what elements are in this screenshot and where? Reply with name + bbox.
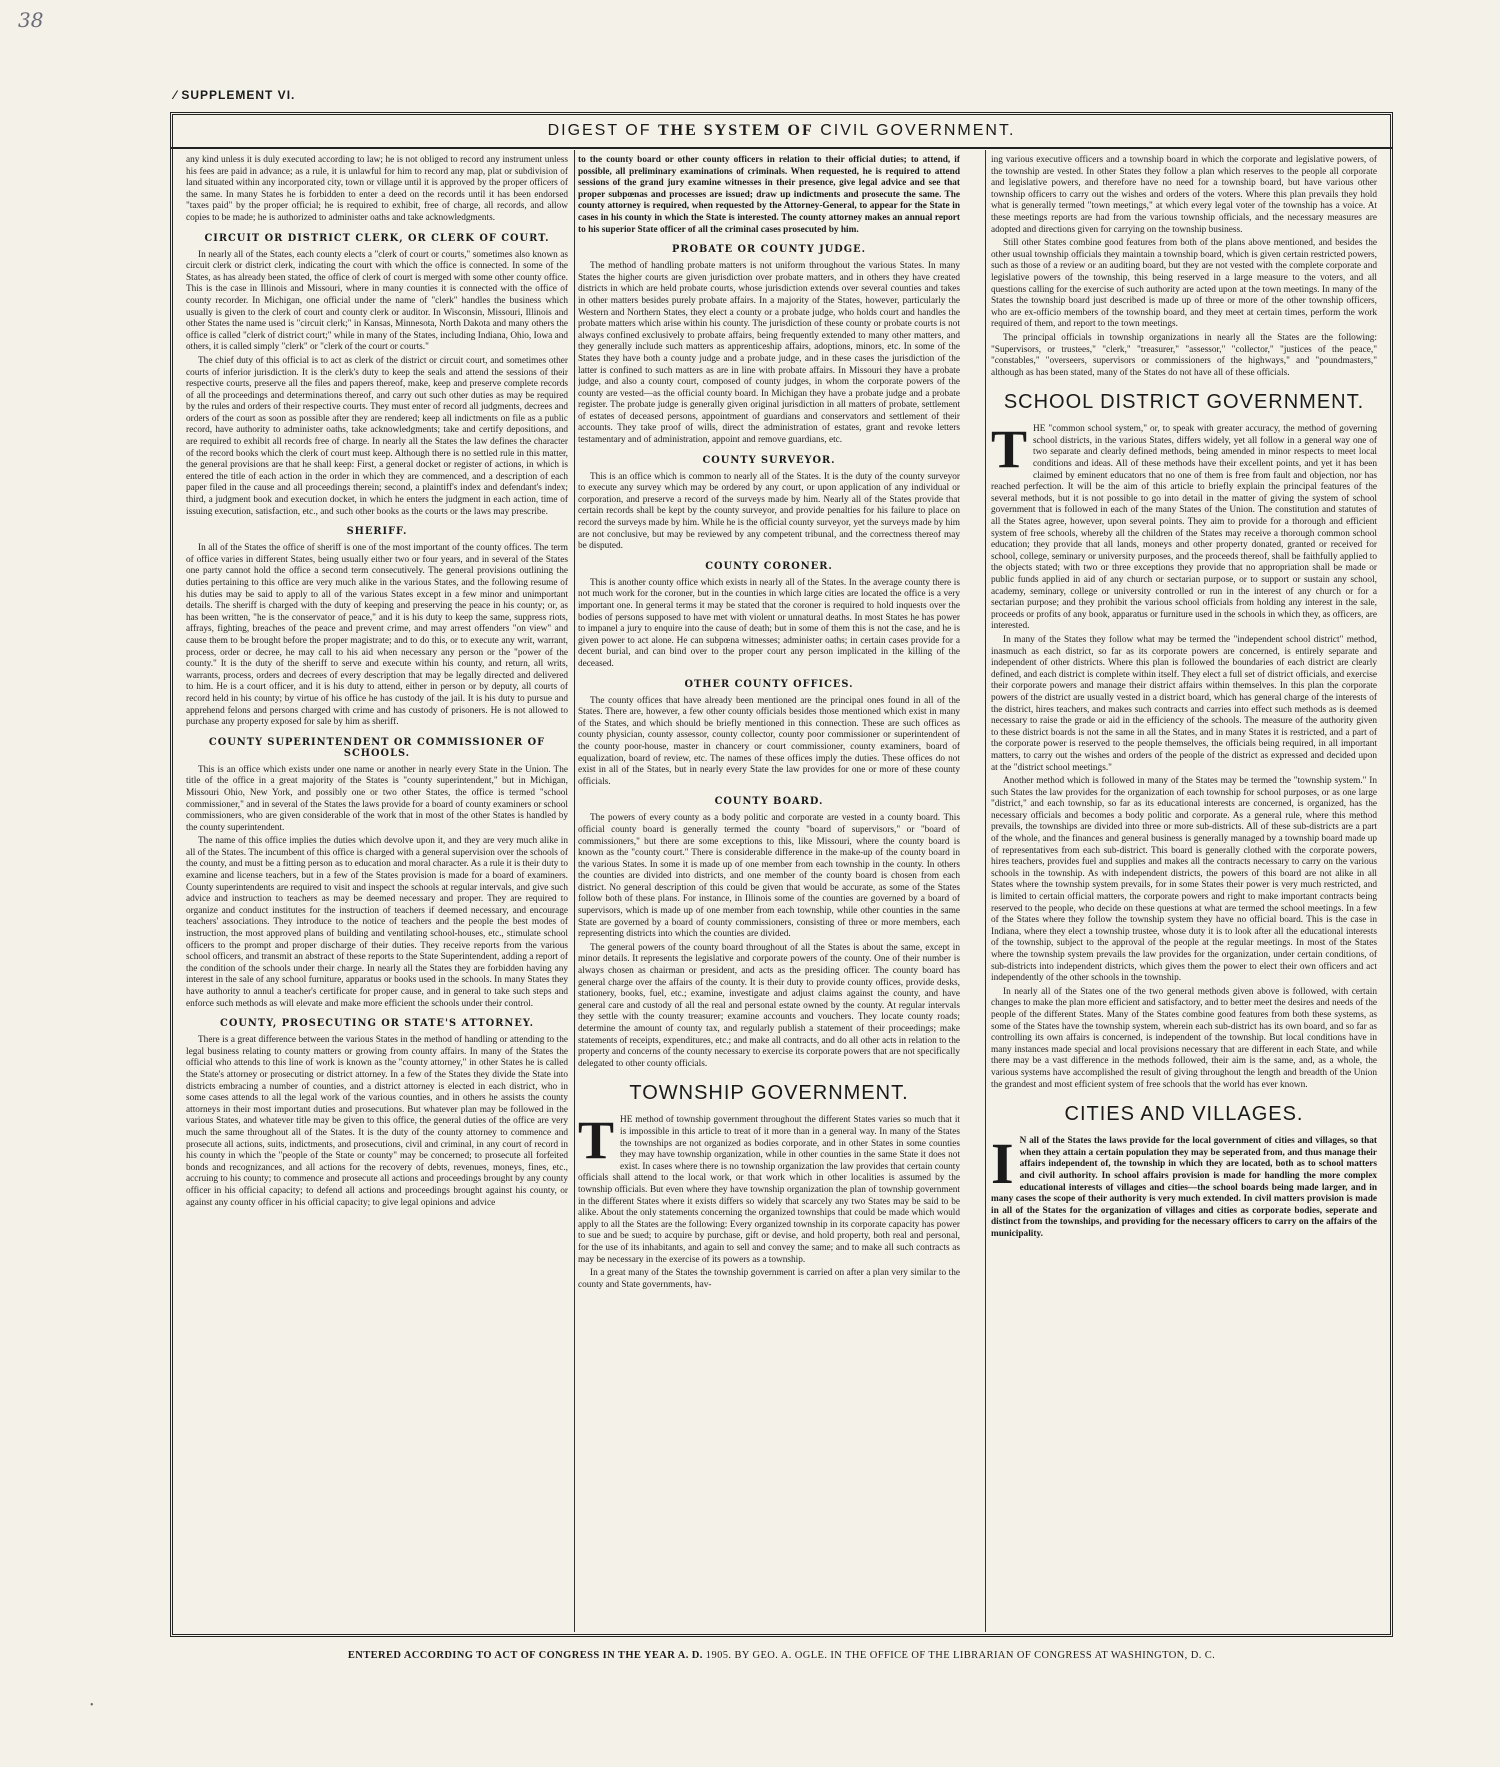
col3-intro-paragraph-2: Still other States combine good features from both of the plans above mentioned, and besides the other usual township officials they maintain a township board, which is given certain restricted powers, such as those of a review or an auditing board, but they are not vested with the complete corporate and legislative powers of the township, this being reserved in a large measure to the voters, and all questions calling for the exercise of such authority are acted upon at the town meetings. In many of the States the township board just described is made up of three or more of the other township officers, who are ex-officio members of the township board, and they meet at certain times, perform the work required of them, and report to the town meetings. (991, 238, 1377, 330)
cities-paragraph-1-text: N all of the States the laws provide for the local government of cities and villages, so that when they attain a certain population they may be seperated from, and thus manage their affairs independent of, the township in which they are located, both as to school matters and civil authority. In school affairs provision is made for handling the more complex educational interests of villages and cities—the school boards being made larger, and in many cases the scope of their authority is very much extended. In civil matters provision is made in all of the States for the organization of villages and cities as corporate bodies, seperate and distinct from the townships, and providing for the necessary officers to carry on the affairs of the municipality. (991, 1136, 1377, 1239)
clerk-paragraph-1: In nearly all of the States, each county elects a "clerk of court or courts," sometimes also known as circuit clerk or district clerk, indicating the court with which the office is connected. In some of the States, as has already been stated, the office of clerk of court is merged with some other county office. This is the case in Illinois and Missouri, where in many counties it is connected with the office of county recorder. In Michigan, one official under the name of "clerk" handles the business which usually is given to the clerk of court and county clerk or auditor. In Wisconsin, Missouri, Illinois and other States the name used is "circuit clerk;" in Kansas, Minnesota, North Dakota and many others the office is called "clerk of district court;" while in many of the States, including Indiana, Ohio, Iowa and others, it is called simply "clerk" or "clerk of the court or courts." (186, 249, 568, 353)
column-3 (991, 155, 1377, 1625)
school-paragraph-3: Another method which is followed in many of the States may be termed the "township system." In such States the law provides for the organization of each township for school purposes, or as one large "district," and each township, so far as its educational interests are concerned, is organized, has the necessary officials and becomes a body politic and corporate. As a general rule, where this method prevails, the townships are divided into three or more sub-districts. All of these sub-districts are a part of the whole, and the finances and general business is generally managed by a township board made up of representatives from each sub-district. This board is generally clothed with the corporate powers, hires teachers, provides fuel and supplies and makes all the contracts necessary to carry on the various schools in the township. As with independent districts, the powers of this board are not alike in all States where the township system prevails, for in some States their power is very much restricted, and is limited to certain official matters, the corporate powers and right to make important contracts being reserved to the people, who decide on these questions at what are termed the school meetings. In a few of the States where they follow the township system they have no official board. This is the case in Indiana, where they elect a township trustee, whose duty it is to look after all the educational interests of the township, subject to the approval of the people at the regular meetings. In most of the States where the township system prevails the law provides for the organization, under certain conditions, of sub-districts into independent districts, which gives them the power to elect their own officers and act independently of the other schools in the township. (991, 776, 1377, 984)
col2-intro: to the county board or other county officers in relation to their official duties; to attend, if possible, all preliminary examinations of criminals. When requested, he is required to attend sessions of the grand jury examine witnesses in their presence, give legal advice and see that proper subpœnas and processes are issued; draw up indictments and prosecute the same. The county attorney is required, when requested by the Attorney-General, to appear for the State in cases in his county in which the State is interested. The county attorney makes an annual report to his superior State officer of all the criminal cases prosecuted by him. (578, 155, 960, 235)
digest-title-suffix: CIVIL GOVERNMENT. (820, 122, 1016, 139)
county-board-paragraph-2: The general powers of the county board throughout of all the States is about the same, except in minor details. It represents the legislative and corporate powers of the county. One of their number is always chosen as chairman or president, and acts as the presiding officer. The county board has general charge over the affairs of the county. It is their duty to provide county offices, provide desks, stationery, books, fuel, etc.; examine, investigate and adjust claims against the county, and have general care and custody of all the real and personal estate owned by the county. At regular intervals they settle with the county treasurer; examine accounts and vouchers. They locate county roads; determine the amount of county tax, and regularly publish a statement of their proceedings; make statements of receipts, expenditures, etc.; and make all contracts, and do all other acts in relation to the property and concerns of the county necessary to exercise its corporate powers that are not specifically delegated to other county officials. (578, 942, 960, 1069)
attorney-paragraph-1: There is a great difference between the various States in the method of handling or attending to the legal business relating to county matters or growing from county affairs. In many of the States the official who attends to this line of work is known as the "county attorney," in other States he is called the State's attorney or prosecuting or district attorney. In a few of the States they divide the State into districts embracing a number of counties, and a district attorney is elected in each district, who in some cases attends to all the legal work of the various counties, and in others he assists the county attorneys in their most important duties and prosecutions. But whatever plan may be followed in the various States, and whatever title may be given to this office, the general duties of the office are very much the same throughout all of the States. It is the duty of the county attorney to commence and prosecute all actions, suits, indictments, and prosecutions, civil and criminal, in any court of record in his county in which the "people of the State or county" may be concerned; to prosecute all forfeited bonds and recognizances, and all actions for the recovery of debts, revenues, moneys, fines, etc., accruing to his county; to commence and prosecute all actions and proceedings brought by any county officer in his official capacity; to defend all actions and proceedings brought against his county, or against any county officer in his official capacity; to give legal opinions and advice (186, 1035, 568, 1208)
school-paragraph-2: In many of the States they follow what may be termed the "independent school district" method, inasmuch as each district, so far as its corporate powers are concerned, is entirely separate and independent of other districts. Where this plan is followed the boundaries of each district are clearly defined, and each district is complete within itself. They elect a full set of district officials, and exercise their corporate powers and manage their district affairs within themselves. In this plan the corporate powers of the district are usually vested in a district board, which has general charge of the interests of the district, hires teachers, and makes such contracts and carries into effect such methods as is deemed necessary to raise the grade or aid in the efficiency of the schools. The measure of the authority given to these district boards is not the same in all the States, and in many States it is restricted, and a part of the corporate power is reserved to the people themselves, the officials being required, in all important matters, to carry out the wishes and orders of the people of the district as expressed and decided upon at the "district school meetings." (991, 634, 1377, 773)
attorney-heading: COUNTY, PROSECUTING OR STATE'S ATTORNEY. (220, 1018, 534, 1030)
school-paragraph-4: In nearly all of the States one of the two general methods given above is followed, with certain changes to make the plan more efficient and satisfactory, and to better meet the desires and needs of the people of the different States. Many of the States combine good features from both these systems, as some of the States have the township system, wherein each sub-district has its own board, and so far as controlling its own affairs is concerned, is independent of the township. But local conditions have in many instances made special and local provisions necessary that are different in each State, and while there may be a vast difference in the methods followed, their aim is the same, and, as a whole, the various systems have accomplished the result of giving throughout the length and breadth of the Union the grandest and most efficient system of free schools that the world has ever known. (991, 986, 1377, 1090)
clerk-paragraph-2: The chief duty of this official is to act as clerk of the district or circuit court, and sometimes other courts of inferior jurisdiction. It is the clerk's duty to keep the seals and attend the sessions of their respective courts, preserve all the files and papers thereof, make, keep and preserve complete records of all the proceedings and determinations thereof, and carry out such other duties as may be required by the rules and orders of their respective courts. They must enter of record all judgments, decrees and orders of the court as soon as possible after they are rendered; keep all indictments on file as a public record, have authority to administer oaths, take acknowledgments; take and certify depositions, and are required to exhibit all records free of charge. In nearly all the States the law defines the character of the record books which the clerk of court must keep. Although there is no settled rule in this matter, the general provisions are that he shall keep: First, a general docket or register of actions, in which is entered the title of each action in the order in which they are commenced, and a description of each paper filed in the cause and all proceedings therein; second, a plaintiff's index and defendant's index; third, a judgment book and execution docket, in which he enters the judgment in each action, time of issuing execution, satisfaction, etc., and such other books as the courts or the laws may prescribe. (186, 355, 568, 517)
surveyor-paragraph-1: This is an office which is common to nearly all of the States. It is the duty of the county surveyor to execute any survey which may be ordered by any court, or upon application of any individual or corporation, and preserve a record of the surveys made by him. Nearly all of the States provide that certain records shall be kept by the county surveyor, and provide penalties for his failure to place on record the surveys made by him. While he is the official county surveyor, yet the surveys made by him are not conclusive, but may be reviewed by any competent tribunal, and the correctness thereof may be disputed. (578, 471, 960, 552)
column-1 (186, 155, 568, 1625)
supplement-label: ⁄ SUPPLEMENT VI. (174, 88, 296, 102)
probate-heading: PROBATE OR COUNTY JUDGE. (671, 244, 867, 256)
superintendent-paragraph-1: This is an office which exists under one name or another in nearly every State in the Union. The title of the office in a great majority of the States is "county superintendent," but in Michigan, Missouri Ohio, New York, and possibly one or two other States, the office is termed "school commissioner," and in several of the States the laws provide for a board of county examiners or school commissioners, who are given considerable of the work that in most of the other States is handled by the county superintendent. (186, 764, 568, 833)
other-offices-heading: OTHER COUNTY OFFICES. (684, 678, 854, 690)
county-board-heading: COUNTY BOARD. (714, 796, 824, 808)
cities-paragraph-1 (991, 1131, 1377, 1240)
coroner-paragraph-1: This is another county office which exists in nearly all of the States. In the average county there is not much work for the coroner, but in the counties in which large cities are located the office is a very important one. In general terms it may be stated that the coroner is required to hold inquests over the bodies of persons supposed to have met with violent or unnatural deaths. In most States he has power to impanel a jury to enquire into the cause of death; but in some of them this is not the case, and he is given power to act alone. He can subpœna witnesses; administer oaths; in certain cases provide for a decent burial, and can bind over to the proper court any person implicated in the killing of the deceased. (578, 577, 960, 669)
township-paragraph-2: In a great many of the States the township government is carried on after a plan very similar to the county and State governments, hav- (578, 1268, 960, 1290)
township-paragraph-1 (578, 1110, 960, 1266)
column-divider-2 (985, 150, 986, 1632)
township-dropcap: T (578, 1110, 615, 1171)
sheriff-paragraph-1: In all of the States the office of sheriff is one of the most important of the county offices. The term of office varies in different States, being usually either two or four years, and in several of the States one party cannot hold the office a second term consecutively. The general provisions outlining the duties pertaining to this office are very much alike in the various States, and the following resume of his duties may be said to apply to all of the various States except in a few minor and unimportant details. The sheriff is charged with the duty of keeping and preserving the peace in his county; or, as has been written, "he is the conservator of peace," and it is his duty to keep the same, suppress riots, affrays, fighting, breaches of the peace and prevent crime, and may arrest offenders "on view" and cause them to be brought before the proper magistrate; and to do this, or to execute any writ, warrant, process, order or decree, he may call to his aid when necessary any person or the "power of the county." It is the duty of the sheriff to serve and execute within his county, and return, all writs, warrants, process, orders and decrees of every description that may be legally directed and delivered to him. He is a court officer, and it is his duty to attend, either in person or by deputy, all courts of record held in his county; by virtue of his office he has custody of the jail. It is his duty to pursue and apprehend felons and persons charged with crime and has custody of prisoners. He is not allowed to purchase any property exposed for sale by him as sheriff. (186, 543, 568, 728)
township-paragraph-1-text: HE method of township government throughout the different States varies so much that it is impossible in this article to treat of it more than in a general way. In many of the States the townships are not organized as bodies corporate, and in other States in some counties they may have township organization, while in other counties in the same State it does not exist. In cases where there is no township organization the law provides that certain county officials shall attend to the local work, or that work which in other localities is assumed by the township officials. But even where they have township organization the plan of township government in the different States where it exists differs so widely that scarcely any two States may be said to be alike. About the only statements concerning the organized townships that could be made which would apply to all the States are the following: Every organized township in its corporate capacity has power to sue and be sued; to acquire by purchase, gift or devise, and hold property, both real and personal, for the use of its inhabitants, and again to sell and convey the same; and to make all such contracts as may be necessary in the exercise of its powers as a township. (578, 1115, 960, 1265)
column-2 (578, 155, 960, 1625)
digest-title (170, 122, 1393, 140)
other-offices-paragraph-1: The county offices that have already been mentioned are the principal ones found in all of the States. There are, however, a few other county officials besides those mentioned which exist in many of the States, and which should be briefly mentioned in this connection. These are such offices as county physician, county assessor, county collector, county poor commissioner or superintendent of the county poor-house, master in chancery or court commissioner, county examiners, board of equalization, board of review, etc. The names of these offices imply the duties. These offices do not exist in all of the States, but in nearly every State the law provides for one or more of these county officials. (578, 695, 960, 787)
township-government-heading: TOWNSHIP GOVERNMENT. (629, 1082, 909, 1105)
school-paragraph-1 (991, 419, 1377, 633)
col3-intro: ing various executive officers and a township board in which the corporate and legislative powers, of the township are vested. In other States they follow a plan which reserves to the people all corporate and legislative powers, and therefore have no need for a township board, but have various other township officers to carry out the wishes and orders of the voters. Where this plan prevails they hold what is generally termed "town meetings," at which every legal voter of the township has a voice. At these meetings reports are had from the various township officials, and the necessary measures are adopted and directions given for carrying on the township business. (991, 155, 1377, 235)
column-divider-1 (574, 150, 575, 1632)
stray-mark: • (90, 1700, 94, 1711)
col3-intro-paragraph-3: The principal officials in township organizations in nearly all the States are the following: "Supervisors, or trustees," "clerk," "treasurer," "assessor," "collector," "justices of the peace," "constables," "overseers, supervisors or commissioners of the highways," and "poundmasters," although as has been stated, many of the States do not have all of these officials. (991, 332, 1377, 378)
probate-paragraph-1: The method of handling probate matters is not uniform throughout the various States. In many States the higher courts are given jurisdiction over probate matters, and in others they have created districts in which are held probate courts, whose jurisdiction extends over several counties and takes in other matters besides purely probate affairs. In a majority of the States, however, particularly the Western and Northern States, they elect a county or a probate judge, who holds court and handles the probate matters which arise within his county. The jurisdiction of these county or probate courts is not always confined exclusively to probate affairs, being frequently extended to many other matters, and they generally include such matters as apprenticeship affairs, adoptions, minors, etc. In some of the States they have both a county judge and a probate judge, and in these cases the jurisdiction of the latter is confined to such matters as are in line with probate affairs. In Missouri they have a probate judge, and also a county court, composed of county judges, in whom the corporate powers of the county are vested—as the official county board. In Michigan they have a probate judge and a probate register. The probate judge is generally given original jurisdiction in all matters of probate, settlement of estates of deceased persons, appointment of guardians and conservators and settlement of their accounts. They take proof of wills, direct the administration of estates, grant and revoke letters testamentary and of administration, appoint and remove guardians, etc. (578, 261, 960, 446)
school-district-heading: SCHOOL DISTRICT GOVERNMENT. (1003, 391, 1365, 414)
surveyor-heading: COUNTY SURVEYOR. (702, 454, 836, 466)
coroner-heading: COUNTY CORONER. (705, 560, 833, 572)
clerk-heading: CIRCUIT OR DISTRICT CLERK, OR CLERK OF COURT. (204, 232, 550, 244)
superintendent-heading: COUNTY SUPERINTENDENT OR COMMISSIONER OF SCHOOLS. (208, 736, 546, 759)
school-paragraph-1-text: HE "common school system," or, to speak with greater accuracy, the method of governing school districts, in the various States, differs widely, yet all follow in a general way one of two separate and clearly defined methods, being amended in minor respects to meet local conditions and ideas. All of these methods have their excellent points, and yet it has been claimed by eminent educators that no one of them is free from fault and objection, nor has reached perfection. It will be the aim of this article to briefly explain the principal features of the several methods, but it is not possible to go into detail in the matter of giving the system of school government that is followed in each of the many States of the Union. The constitution and statutes of all the States agree, however, upon several points. They aim to provide for a thorough and efficient system of free schools, whereby all the children of the States may receive a thorough common school education; they provide that all lands, moneys and other property donated, granted or received for school, college, seminary or university purposes, and the proceeds thereof, shall be faithfully applied to the objects stated; with two or three exceptions they provide that no appropriation shall be made or public funds applied in aid of any church or sectarian purpose, or to support or sustain any school, academy, seminary, college or university controlled or run in the interest of any church or for a sectarian purpose; and they prohibit the various school officials from holding any interest in the sale, proceeds or profits of any book, apparatus or furniture used in the schools in which they, as officers, are interested. (991, 424, 1377, 632)
footer-bold: ENTERED ACCORDING TO ACT OF CONGRESS IN THE YEAR A. D. (347, 1650, 703, 1661)
footer-year: 1905. (705, 1650, 732, 1661)
digest-title-prefix: DIGEST OF (547, 122, 652, 139)
header-rule (170, 147, 1393, 149)
copyright-footer (170, 1650, 1393, 1661)
cities-dropcap: I (991, 1131, 1014, 1197)
supplement-label-text: SUPPLEMENT VI. (181, 88, 296, 102)
footer-rest: BY GEO. A. OGLE. IN THE OFFICE OF THE LIBRARIAN OF CONGRESS AT WASHINGTON, D. C. (734, 1650, 1216, 1661)
county-board-paragraph-1: The powers of every county as a body politic and corporate are vested in a county board. This official county board is generally termed the county "board of supervisors," or "board of commissioners," but there are some exceptions to this, like Missouri, where the county board is known as the "county court." There is considerable difference in the make-up of the county board in the various States. In some it is made up of one member from each township in the county. In others the counties are divided into districts, and one member of the county board is chosen from each district. No general description of this could be given that would be accurate, as some of the States follow both of these plans. For instance, in Illinois some of the counties are governed by a board of supervisors, which is made up of one member from each township, while other counties in the same State are governed by a board of county commissioners, consisting of three or more members, each representing districts into which the counties are divided. (578, 813, 960, 940)
handwritten-page-number: 38 (18, 8, 44, 32)
sheriff-heading: SHERIFF. (346, 526, 408, 538)
digest-title-bold: THE SYSTEM OF (657, 122, 814, 139)
superintendent-paragraph-2: The name of this office implies the duties which devolve upon it, and they are very much alike in all of the States. The incumbent of this office is charged with a general supervision over the schools of the county, and must be a fitting person as to education and moral character. As a rule it is their duty to examine and license teachers, but in a few of the States provision is made for a board of examiners. County superintendents are required to visit and inspect the schools at regular intervals, and give such advice and instruction to teachers as may be deemed necessary and proper. They are required to organize and conduct institutes for the instruction of teachers if deemed necessary, and encourage teachers' associations. They introduce to the notice of teachers and the people the best modes of instruction, the most approved plans of building and ventilating school-houses, etc., stimulate school officers to the prompt and proper discharge of their duties. They receive reports from the various school officers, and transmit an abstract of these reports to the State Superintendent, adding a report of the condition of the schools under their charge. In nearly all the States they are forbidden having any interest in the sale of any school furniture, apparatus or books used in the schools. In many States they have authority to annul a teacher's certificate for proper cause, and in general to take such steps and enforce such methods as will elevate and make more efficient the schools under their control. (186, 836, 568, 1009)
school-dropcap: T (991, 419, 1028, 480)
cities-villages-heading: CITIES AND VILLAGES. (1064, 1103, 1304, 1126)
col1-intro: any kind unless it is duly executed according to law; he is not obliged to record any instrument unless his fees are paid in advance; as a rule, it is unlawful for him to record any map, plat or subdivision of land situated within any incorporated city, town or village until it is approved by the proper officers of the same. In many States he is forbidden to enter a deed on the records until it has been endorsed "taxes paid" by the proper official; he is required to exhibit, free of charge, all records, and allow copies to be made; he is authorized to administer oaths and take acknowledgments. (186, 155, 568, 223)
